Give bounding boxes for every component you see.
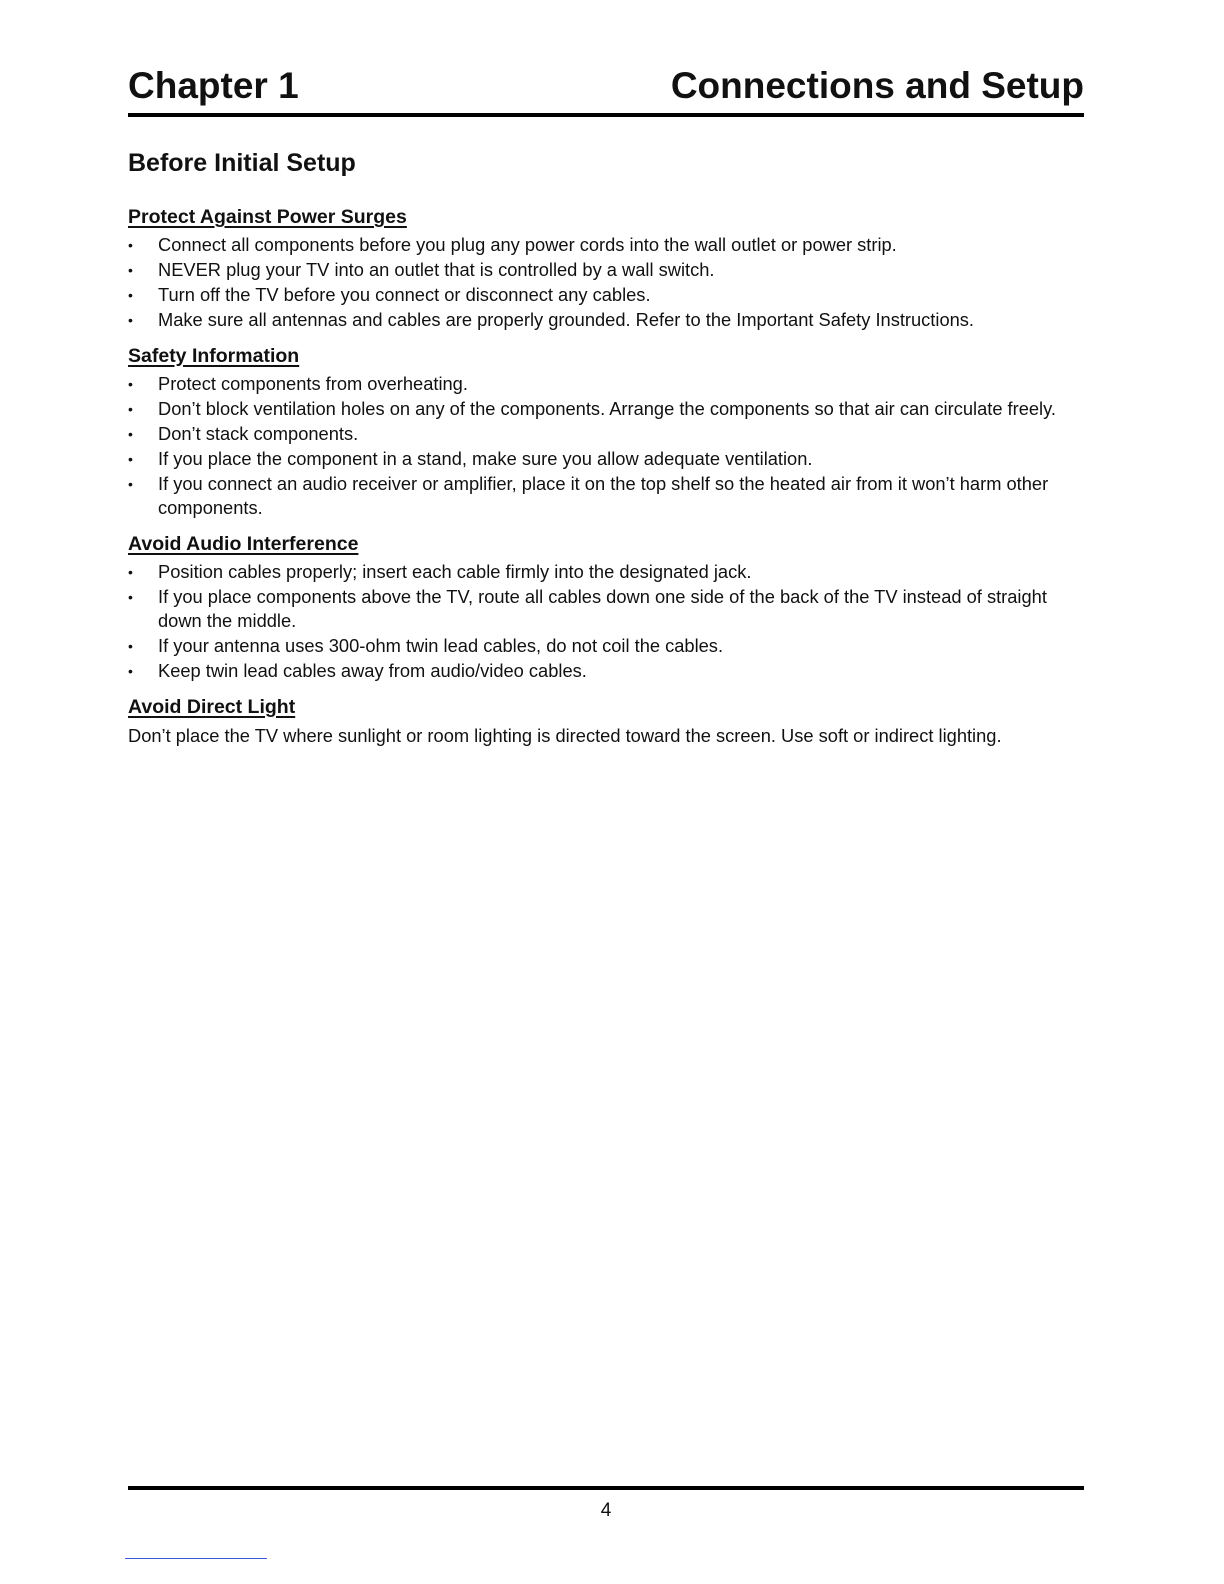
header-rule bbox=[128, 113, 1084, 117]
bullet-icon: • bbox=[128, 663, 133, 679]
list-item-text: Position cables properly; insert each cable firmly into the designated jack. bbox=[158, 560, 752, 582]
list-item bbox=[128, 447, 1084, 472]
subsection-heading: Protect Against Power Surges bbox=[128, 206, 407, 228]
list-item-text: Connect all components before you plug any power cords into the wall outlet or power strip. bbox=[158, 234, 897, 255]
bullet-icon: • bbox=[128, 237, 133, 253]
bullet-icon: • bbox=[128, 563, 133, 580]
list-item bbox=[128, 634, 1084, 659]
list-item-text: Turn off the TV before you connect or disconnect any cables. bbox=[158, 284, 651, 305]
list-item bbox=[128, 472, 1084, 521]
list-item-text: Don’t block ventilation holes on any of the components. Arrange the components so that air can circulate freely. bbox=[158, 397, 1056, 419]
bullet-icon: • bbox=[128, 475, 133, 492]
list-item bbox=[128, 308, 1084, 333]
list-item bbox=[128, 560, 1084, 585]
list-item-text: Don’t stack components. bbox=[158, 422, 359, 444]
bullet-icon: • bbox=[128, 638, 133, 654]
bullet-icon: • bbox=[128, 375, 133, 392]
bullet-list bbox=[128, 372, 1084, 521]
subsection-safety-information bbox=[128, 343, 1084, 521]
list-item bbox=[128, 233, 1084, 258]
subsection-direct-light bbox=[128, 694, 1084, 749]
list-item bbox=[128, 372, 1084, 397]
list-item-text: If your antenna uses 300-ohm twin lead cables, do not coil the cables. bbox=[158, 635, 724, 656]
list-item-text: Make sure all antennas and cables are properly grounded. Refer to the Important Safety Instructions. bbox=[158, 309, 975, 330]
bullet-icon: • bbox=[128, 400, 133, 417]
bullet-icon: • bbox=[128, 312, 133, 328]
subsection-power-surges bbox=[128, 204, 1084, 333]
list-item bbox=[128, 422, 1084, 447]
bullet-icon: • bbox=[128, 262, 133, 278]
subsection-heading: Avoid Audio Interference bbox=[128, 532, 359, 555]
bullet-list bbox=[128, 560, 1084, 684]
document-page bbox=[128, 0, 1084, 1584]
bullet-icon: • bbox=[128, 287, 133, 303]
list-item-text: If you connect an audio receiver or amplifier, place it on the top shelf so the heated air from it won’t harm other components. bbox=[158, 472, 1049, 518]
page-number: 4 bbox=[600, 1500, 612, 1521]
chapter-label: Chapter 1 bbox=[128, 65, 299, 106]
bullet-icon: • bbox=[128, 425, 133, 442]
list-item-text: If you place the component in a stand, make sure you allow adequate ventilation. bbox=[158, 447, 813, 469]
list-item bbox=[128, 397, 1084, 422]
list-item bbox=[128, 283, 1084, 308]
list-item-text: Protect components from overheating. bbox=[158, 372, 468, 394]
subsection-heading: Avoid Direct Light bbox=[128, 695, 296, 718]
list-item-text: If you place components above the TV, route all cables down one side of the back of the TV instead of straight down the middle. bbox=[158, 585, 1047, 631]
footer-rule bbox=[128, 1486, 1084, 1490]
paragraph: Don’t place the TV where sunlight or room lighting is directed toward the screen. Use soft or indirect lighting. bbox=[128, 724, 1002, 746]
page-content bbox=[128, 146, 1084, 758]
chapter-header bbox=[128, 60, 1084, 108]
bullet-icon: • bbox=[128, 450, 133, 467]
section-title: Before Initial Setup bbox=[128, 149, 356, 177]
subsection-heading: Safety Information bbox=[128, 344, 300, 367]
subsection-audio-interference bbox=[128, 531, 1084, 684]
chapter-title: Connections and Setup bbox=[670, 65, 1084, 106]
list-item bbox=[128, 585, 1084, 634]
list-item-text: Keep twin lead cables away from audio/video cables. bbox=[158, 660, 587, 681]
bullet-icon: • bbox=[128, 588, 133, 605]
list-item-text: NEVER plug your TV into an outlet that is controlled by a wall switch. bbox=[158, 259, 715, 280]
bullet-list bbox=[128, 233, 1084, 333]
list-item bbox=[128, 659, 1084, 684]
bottom-divider-line bbox=[125, 1558, 267, 1559]
list-item bbox=[128, 258, 1084, 283]
